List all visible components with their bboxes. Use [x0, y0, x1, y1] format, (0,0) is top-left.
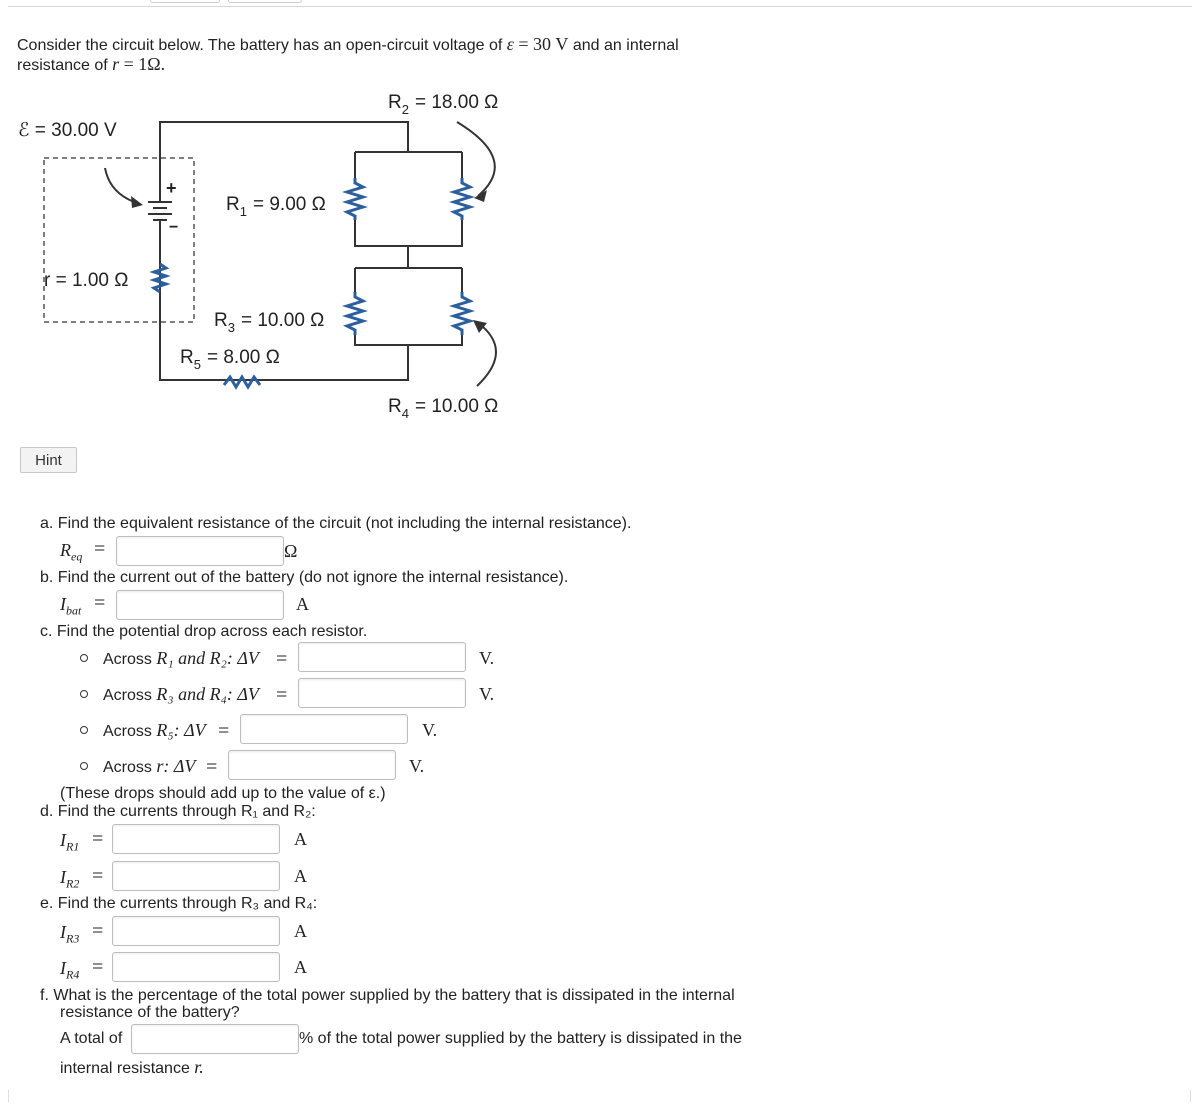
question-e-ir3-equals: =: [92, 920, 104, 942]
resistor-r5: [224, 377, 260, 387]
answer-c4-input[interactable]: [228, 750, 396, 780]
question-e-ir4-equals: =: [92, 956, 104, 978]
bottom-left-edge: [8, 1090, 9, 1102]
question-a-equals: =: [94, 538, 106, 560]
r5-label: $R_5 = 8.00$ Ω: [180, 347, 280, 372]
answer-d-ir1-input[interactable]: [112, 824, 280, 854]
question-f-text: f. What is the percentage of the total power supplied by the battery that is dissipated in the internal: [40, 987, 735, 1004]
question-f-suffix: % of the total power supplied by the battery is dissipated in the: [299, 1030, 742, 1047]
answer-a-req-input[interactable]: [116, 536, 284, 566]
r2-label: $R_2 = 18.00$ Ω: [388, 92, 499, 117]
question-b-variable: $I_{bat}$: [60, 594, 82, 618]
battery-arrowhead: [131, 196, 143, 208]
r4-arrowhead: [473, 320, 487, 333]
question-e-text: e. Find the currents through R₃ and R₄:: [40, 895, 318, 912]
bullet-icon: [80, 690, 88, 698]
question-e-ir3-unit: A: [294, 921, 307, 941]
question-e-ir3-variable: $I_{R3}$: [60, 922, 80, 946]
answer-d-ir2-input[interactable]: [112, 861, 280, 891]
question-c4-equals: =: [206, 756, 218, 778]
circuit-wires: [160, 122, 462, 380]
answer-b-ibat-input[interactable]: [116, 590, 284, 620]
top-tab-left[interactable]: [150, 0, 220, 3]
battery-minus: −: [169, 219, 179, 236]
question-d-text: d. Find the currents through R₁ and R₂:: [40, 803, 316, 820]
question-e-ir4-variable: $I_{R4}$: [60, 958, 80, 982]
question-d-ir1-variable: $I_{R1}$: [60, 830, 80, 854]
question-c4-unit: V.: [409, 756, 425, 776]
r4-label: $R_4 = 10.00$ Ω: [388, 396, 499, 421]
question-d-ir2-equals: =: [92, 865, 104, 887]
question-d-ir2-variable: $I_{R2}$: [60, 867, 80, 891]
question-c2-label: Across R₃ and R₄: ΔV: [103, 684, 259, 704]
hint-button[interactable]: Hint: [20, 447, 77, 473]
question-c1-equals: =: [276, 648, 288, 670]
question-a-text: a. Find the equivalent resistance of the circuit (not including the internal resistance).: [40, 515, 632, 532]
bottom-right-edge: [1190, 1090, 1191, 1102]
question-a-variable: $R_{eq}$: [60, 540, 83, 564]
answer-e-ir3-input[interactable]: [112, 916, 280, 946]
question-c-note: (These drops should add up to the value of ε.): [60, 785, 386, 802]
question-c3-unit: V.: [422, 720, 438, 740]
emf-label: ℰ = 30.00 V: [18, 120, 117, 141]
question-b-text: b. Find the current out of the battery (do not ignore the internal resistance).: [40, 569, 569, 586]
question-f-suffix2: internal resistance r.: [60, 1057, 204, 1077]
battery-plus: +: [166, 178, 177, 198]
top-divider: [0, 0, 1200, 10]
answer-e-ir4-input[interactable]: [112, 952, 280, 982]
question-c2-unit: V.: [479, 684, 495, 704]
question-c1-label: Across R₁ and R₂: ΔV: [103, 648, 259, 668]
question-c3-equals: =: [218, 720, 230, 742]
resistor-r4: [454, 292, 470, 335]
answer-c3-input[interactable]: [240, 714, 408, 744]
question-d-ir1-unit: A: [294, 829, 307, 849]
resistor-r3: [347, 292, 363, 335]
bullet-icon: [80, 762, 88, 770]
question-f-prefix: A total of: [60, 1030, 123, 1047]
answer-c2-input[interactable]: [298, 678, 466, 708]
question-c-text: c. Find the potential drop across each resistor.: [40, 623, 368, 640]
question-e-ir4-unit: A: [294, 957, 307, 977]
question-d-ir2-unit: A: [294, 866, 307, 886]
question-c2-equals: =: [276, 684, 288, 706]
question-c1-unit: V.: [479, 648, 495, 668]
answer-c1-input[interactable]: [298, 642, 466, 672]
bullet-icon: [80, 654, 88, 662]
r3-label: $R_3 = 10.00$ Ω: [214, 310, 325, 335]
question-f-text-line2: resistance of the battery?: [60, 1004, 240, 1021]
resistor-r1: [347, 178, 363, 220]
bullet-icon: [80, 726, 88, 734]
question-b-unit: A: [296, 594, 309, 614]
internal-resistance-label: r = 1.00 Ω: [44, 270, 129, 291]
question-c3-label: Across R₅: ΔV: [103, 720, 206, 740]
problem-prompt: Consider the circuit below. The battery has an open-circuit voltage of ε = 30 V and an internal resistance of r = 1Ω.: [17, 34, 679, 74]
circuit-diagram: [0, 80, 600, 440]
question-d-ir1-equals: =: [92, 828, 104, 850]
r2-arrowhead: [474, 190, 487, 202]
battery-arrow: [105, 168, 140, 204]
answer-f-percent-input[interactable]: [131, 1024, 299, 1054]
question-c4-label: Across r: ΔV: [103, 756, 196, 776]
question-b-equals: =: [94, 592, 106, 614]
r1-label: $R_1 = 9.00$ Ω: [226, 194, 326, 219]
resistor-r2: [454, 178, 470, 220]
question-a-unit: Ω: [284, 541, 298, 561]
top-tab-right[interactable]: [228, 0, 302, 3]
